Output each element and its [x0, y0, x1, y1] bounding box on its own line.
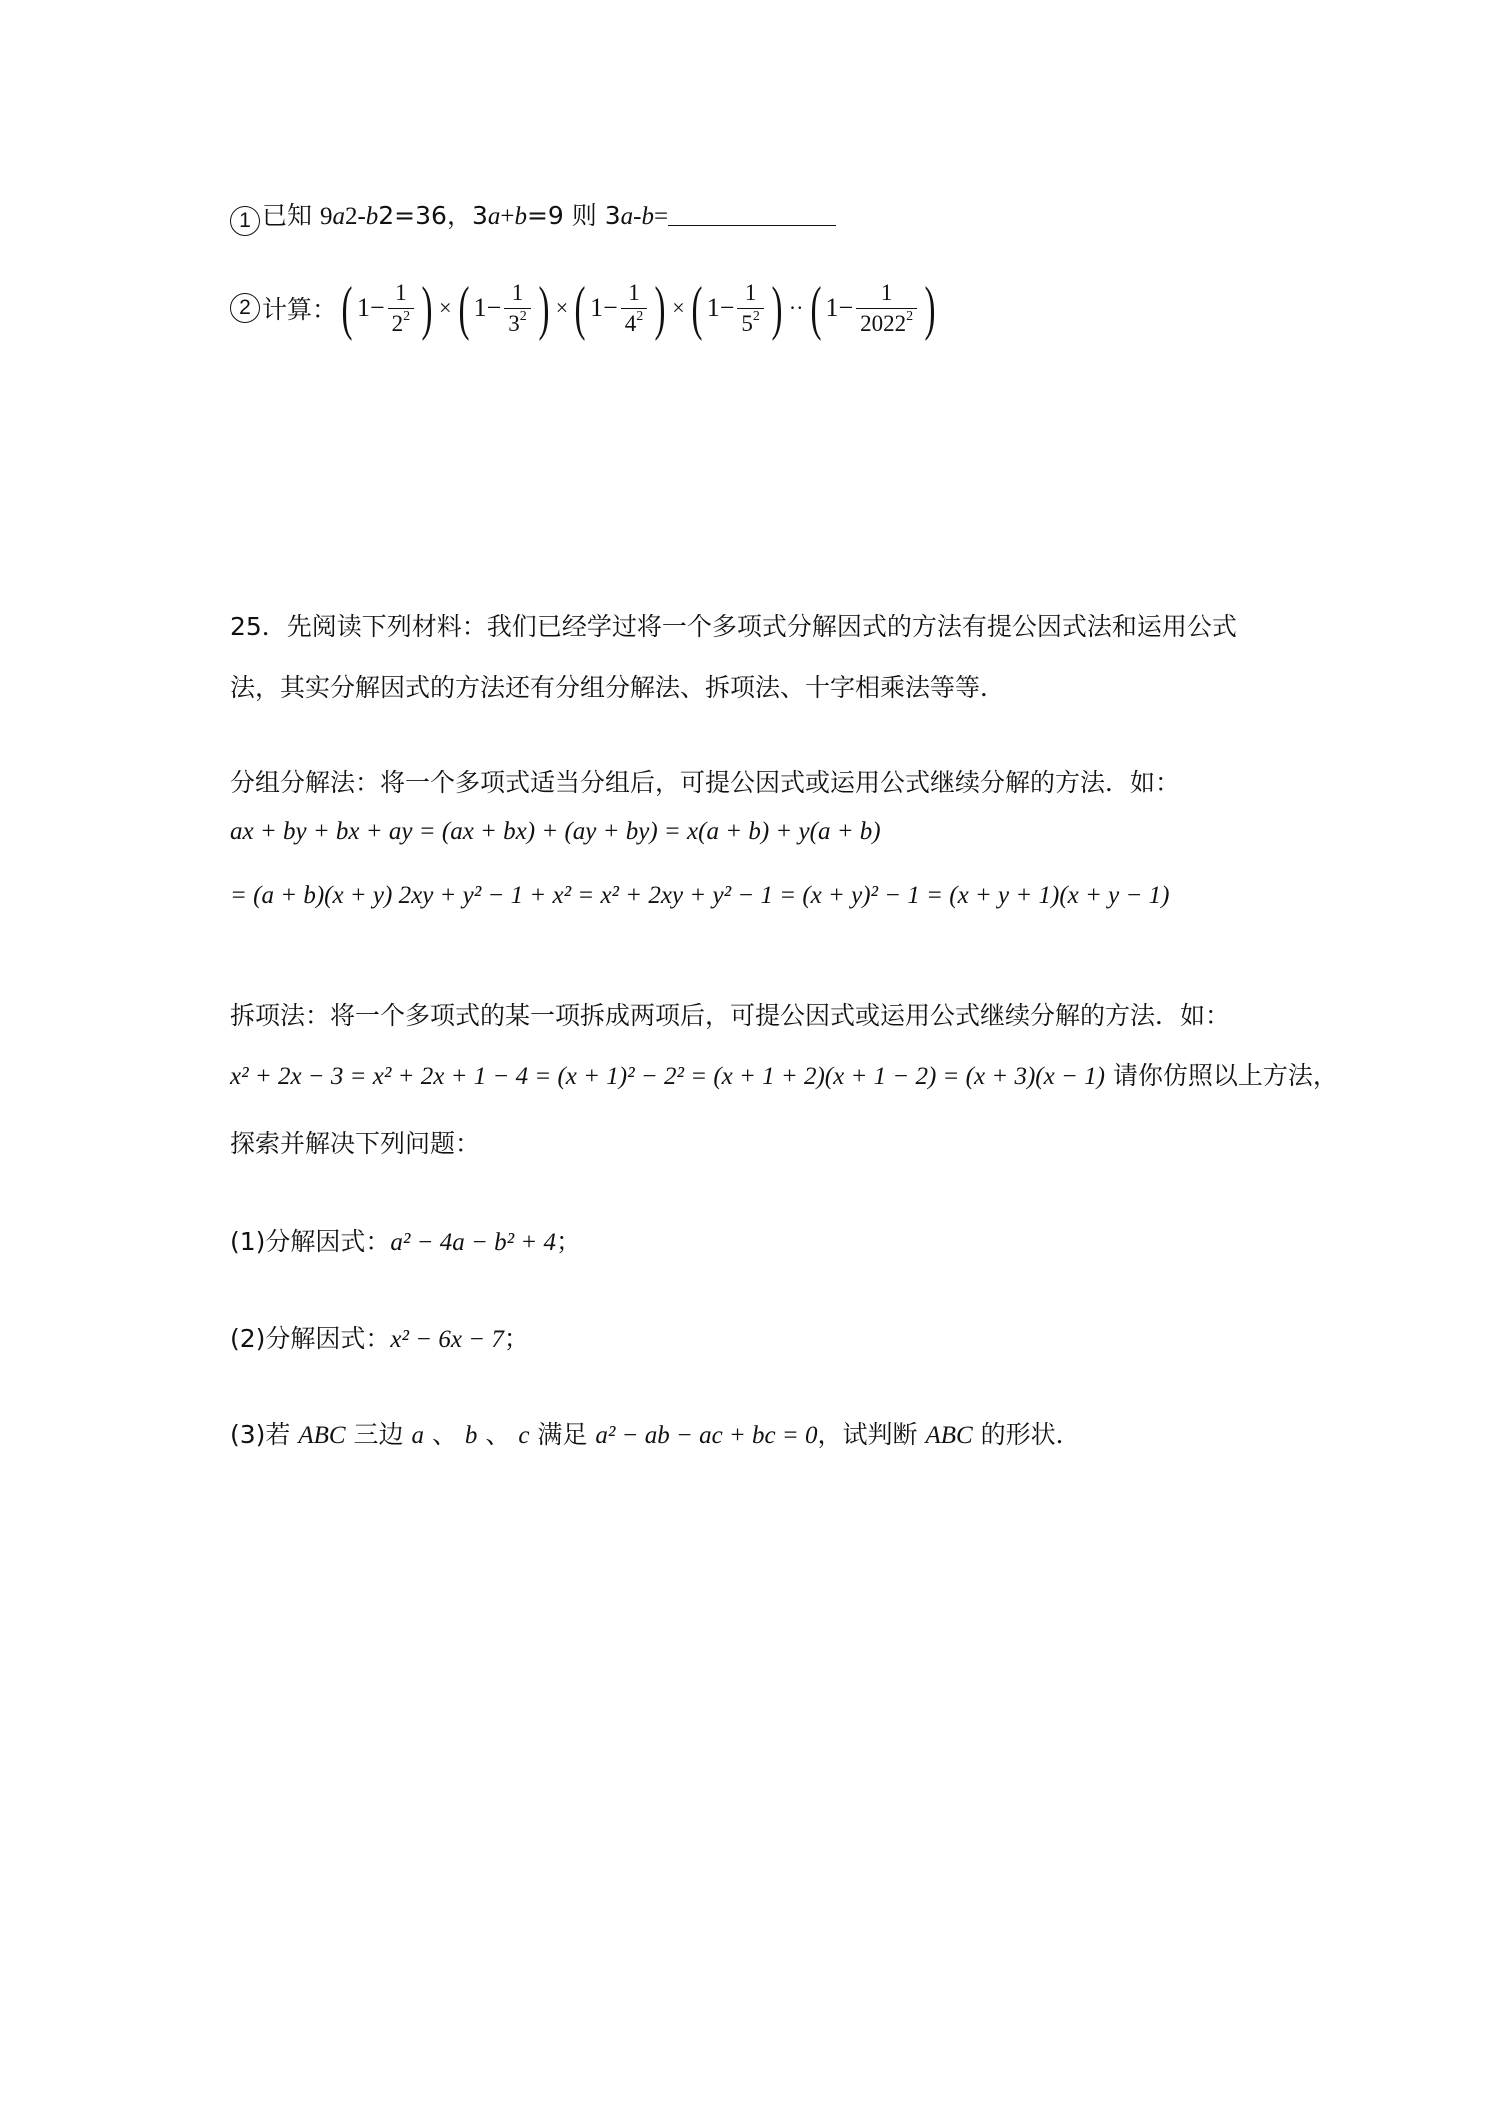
part-1-label: (1)分解因式： — [230, 1227, 391, 1256]
explore-instruction: 探索并解决下列问题： — [230, 1129, 481, 1158]
numerator: 1 — [880, 279, 893, 305]
one-minus: 1− — [590, 293, 618, 322]
grouping-example-equation-2: = (a + b)(x + y) 2xy + y² − 1 + x² = x² + 2xy + y² − 1 = (x + y)² − 1 = (x + y + 1)(x + y − 1) — [230, 882, 1170, 909]
q25-intro-line2: 法，其实分解因式的方法还有分组分解法、拆项法、十字相乘法等等． — [230, 673, 1006, 702]
one-minus: 1− — [473, 293, 502, 322]
left-paren: ( — [341, 275, 353, 341]
exponent: 2 — [906, 308, 914, 324]
splitting-example — [230, 1056, 1338, 1092]
numerator: 1 — [511, 279, 524, 305]
side-a: a — [411, 1422, 424, 1449]
var-b: b — [641, 203, 654, 230]
var-b: b — [514, 203, 527, 230]
denominator: 2022$^2$ — [856, 308, 917, 337]
factor — [687, 275, 787, 341]
triangle-name: ABC — [298, 1422, 346, 1449]
item1-text: = — [653, 203, 669, 230]
grouping-example-equation-1: ax + by + bx + ay = (ax + bx) + (ay + by) = x(a + b) + y(a + b) — [230, 818, 881, 845]
item1-prefix: 已知 — [262, 201, 320, 230]
right-paren: ) — [654, 275, 666, 341]
q25-intro-line1: 25．先阅读下列材料：我们已经学过将一个多项式分解因式的方法有提公因式法和运用公式 — [230, 612, 1237, 641]
fraction — [737, 280, 764, 337]
fraction — [388, 280, 415, 337]
part-3-text: 满足 — [529, 1420, 596, 1449]
part-2-label: (2)分解因式： — [230, 1324, 391, 1353]
item1-text: =9 则 3 — [526, 201, 621, 230]
times-sign: × — [555, 295, 569, 320]
part-3 — [230, 1415, 1081, 1451]
factor — [454, 275, 554, 341]
item1-text: + — [500, 203, 515, 230]
q24-item2 — [230, 275, 940, 341]
numerator: 1 — [395, 279, 407, 305]
splitting-example-equation: x² + 2x − 3 = x² + 2x + 1 − 4 = (x + 1)² − 2² = (x + 1 + 2)(x + 1 − 2) = (x + 3)(x − 1) — [230, 1063, 1105, 1090]
part-3-text: 三边 — [345, 1420, 412, 1449]
part-3-label: (3)若 — [230, 1420, 299, 1449]
var-a: a — [620, 203, 634, 230]
right-paren: ) — [924, 275, 936, 341]
exponent: 2 — [636, 308, 644, 324]
q24-item1 — [230, 196, 836, 236]
right-paren: ) — [771, 275, 783, 341]
right-paren: ) — [421, 275, 433, 341]
times-sign: × — [439, 295, 452, 320]
factor — [337, 275, 437, 341]
side-c: c — [518, 1422, 530, 1449]
part-1 — [230, 1222, 581, 1258]
separator: 、 — [477, 1420, 519, 1449]
factor — [806, 275, 941, 341]
left-paren: ( — [574, 275, 586, 341]
denominator: $5^2$ — [737, 308, 764, 337]
item2-prefix: 计算： — [262, 295, 338, 324]
answer-blank[interactable] — [668, 203, 836, 226]
var-b: b — [365, 203, 379, 230]
triangle-name: ABC — [925, 1422, 973, 1449]
ellipsis-dots: ·· — [788, 295, 804, 320]
side-b: b — [464, 1422, 478, 1449]
denominator: $4^2$ — [621, 308, 648, 337]
one-minus: 1− — [357, 293, 385, 322]
part-1-expression: a² − 4a − b² + 4 — [390, 1229, 557, 1256]
left-paren: ( — [691, 275, 703, 341]
item1-text: - — [633, 203, 642, 230]
right-paren: ) — [538, 275, 550, 341]
one-minus: 1− — [825, 293, 854, 322]
item1-text: 2- — [344, 203, 366, 230]
numerator: 1 — [628, 279, 640, 305]
part-3-text: ，试判断 — [817, 1420, 926, 1449]
var-a: a — [332, 203, 345, 230]
part-2 — [230, 1319, 529, 1355]
denominator: $2^2$ — [388, 308, 415, 337]
separator: 、 — [424, 1420, 465, 1449]
part-3-end: 的形状． — [972, 1420, 1081, 1449]
times-sign: × — [672, 295, 685, 320]
splitting-example-tail: 请你仿照以上方法， — [1104, 1061, 1338, 1090]
fraction — [504, 280, 531, 337]
splitting-method-description: 拆项法：将一个多项式的某一项拆成两项后，可提公因式或运用公式继续分解的方法．如： — [230, 1001, 1231, 1030]
circled-number-1: 1 — [230, 206, 260, 236]
fraction — [856, 280, 917, 337]
part-1-end: ； — [556, 1227, 582, 1256]
part-2-end: ； — [503, 1324, 529, 1353]
var-a: a — [487, 203, 501, 230]
one-minus: 1− — [706, 293, 735, 322]
exponent: 2 — [403, 308, 411, 324]
item1-text: 9 — [319, 203, 333, 230]
exponent: 2 — [752, 308, 760, 324]
circled-number-2: 2 — [230, 293, 260, 323]
exponent: 2 — [519, 308, 527, 324]
item1-text: 2=36，3 — [378, 201, 488, 230]
denominator: $3^2$ — [504, 308, 531, 337]
product-expression — [337, 275, 940, 341]
left-paren: ( — [458, 275, 470, 341]
numerator: 1 — [744, 279, 757, 305]
part-3-condition: a² − ab − ac + bc = 0 — [595, 1422, 818, 1449]
part-2-expression: x² − 6x − 7 — [390, 1326, 504, 1353]
fraction — [621, 280, 648, 337]
left-paren: ( — [809, 275, 821, 341]
grouping-method-description: 分组分解法：将一个多项式适当分组后，可提公因式或运用公式继续分解的方法．如： — [230, 768, 1181, 797]
factor — [570, 275, 670, 341]
